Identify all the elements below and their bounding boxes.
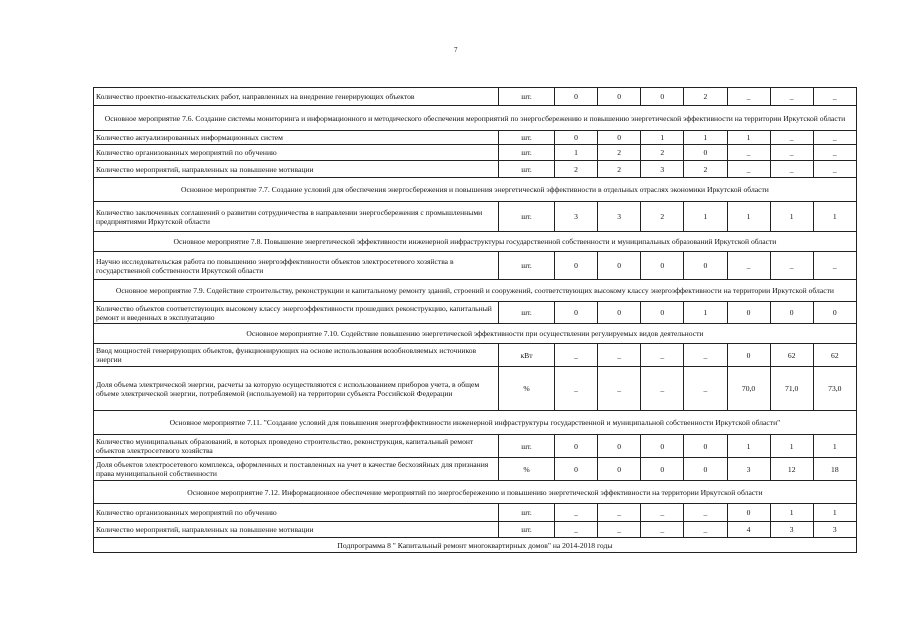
indicator-value: _ [770,252,813,280]
indicator-value: 0 [641,458,684,481]
indicator-value: 0 [555,88,598,106]
indicator-unit: шт. [499,202,555,232]
indicator-value: 2 [684,88,727,106]
indicator-value: 1 [727,202,770,232]
indicator-value: 0 [813,302,856,324]
indicator-row [94,302,857,324]
indicator-value: _ [555,504,598,522]
indicator-value: 0 [555,252,598,280]
indicator-value: 3 [770,522,813,538]
indicator-name: Количество проектно-изыскательских работ, направленных на внедрение генерирующих объектов [94,88,499,106]
indicator-value: _ [727,252,770,280]
indicator-row [94,252,857,280]
section-header-row [94,538,857,553]
indicator-value: _ [598,367,641,411]
indicator-value: 62 [770,344,813,367]
indicator-value: _ [813,88,856,106]
indicator-value: 0 [770,302,813,324]
indicator-value: 1 [684,202,727,232]
indicator-value: 0 [727,504,770,522]
indicator-unit: % [499,367,555,411]
indicator-value: 3 [641,161,684,178]
indicator-value: 1 [770,202,813,232]
indicator-value: _ [770,88,813,106]
indicator-value: 2 [555,161,598,178]
indicator-name: Количество актуализированных информационных систем [94,131,499,145]
indicator-value: _ [555,367,598,411]
indicator-row [94,504,857,522]
indicator-unit: шт. [499,504,555,522]
indicator-value: 0 [555,131,598,145]
indicator-row [94,435,857,458]
indicator-value: 0 [598,435,641,458]
indicator-value: _ [555,344,598,367]
indicator-value: 0 [684,145,727,161]
indicator-value: 0 [598,131,641,145]
indicator-name: Количество организованных мероприятий по обучению [94,504,499,522]
indicator-value: 1 [813,504,856,522]
indicator-row [94,522,857,538]
indicator-unit: шт. [499,435,555,458]
indicator-value: 2 [684,161,727,178]
indicator-row [94,161,857,178]
indicator-value: _ [641,367,684,411]
section-header-row [94,178,857,202]
indicator-value: 0 [641,302,684,324]
section-header-row [94,280,857,302]
indicator-value: 0 [641,88,684,106]
indicator-value: _ [770,145,813,161]
indicator-name: Доля объектов электросетевого комплекса, оформленных и поставленных на учет в качестве бесхозяйных для признания права муниципальной собственности [94,458,499,481]
indicator-value: _ [641,522,684,538]
indicator-row [94,344,857,367]
indicator-row [94,145,857,161]
section-title: Основное мероприятие 7.10. Содействие повышению энергетической эффективности при осуществлении регулируемых видов деятельности [94,324,857,344]
indicator-value: 0 [598,88,641,106]
indicator-value: 1 [770,435,813,458]
indicator-value: 0 [555,302,598,324]
indicator-value: _ [598,344,641,367]
indicator-value: 18 [813,458,856,481]
indicator-value: _ [727,145,770,161]
indicator-value: 3 [813,522,856,538]
indicator-value: _ [813,252,856,280]
indicator-value: _ [770,131,813,145]
indicator-row [94,131,857,145]
indicator-row [94,367,857,411]
section-header-row [94,106,857,131]
indicator-unit: шт. [499,88,555,106]
indicator-value: _ [641,504,684,522]
indicator-value: _ [555,522,598,538]
indicator-value: 0 [684,435,727,458]
indicator-value: 3 [598,202,641,232]
indicator-value: 2 [641,145,684,161]
indicator-name: Доля объема электрической энергии, расчеты за которую осуществляются с использованием приборов учета, в общем объеме электрической энергии, потребляемой (используемой) на территории субъекта Российской Федерации [94,367,499,411]
indicator-unit: шт. [499,131,555,145]
section-title: Основное мероприятие 7.7. Создание условий для обеспечения энергосбережения и повышения энергетической эффективности в отдельных отраслях экономики Иркутской области [94,178,857,202]
indicator-value: 12 [770,458,813,481]
indicator-row [94,88,857,106]
indicator-value: 1 [684,131,727,145]
indicator-value: 0 [727,344,770,367]
section-title: Основное мероприятие 7.9. Содействие строительству, реконструкции и капитальному ремонту зданий, строений и сооружений, соответствующих высокому классу энергоэффективности на территории Иркутской области [94,280,857,302]
indicator-value: _ [641,344,684,367]
indicator-name: Научно исследовательская работа по повышению энергоэффективности объектов электросетевого хозяйства в государственной собственности Иркутской области [94,252,499,280]
indicator-value: 0 [727,302,770,324]
section-header-row [94,481,857,504]
indicator-value: _ [813,161,856,178]
indicator-value: 1 [770,504,813,522]
section-title: Основное мероприятие 7.8. Повышение энергетической эффективности инженерной инфраструктуры государственной собственности и муниципальных образований Иркутской области [94,232,857,252]
section-header-row [94,411,857,435]
indicator-name: Количество мероприятий, направленных на повышение мотивации [94,522,499,538]
indicator-value: 0 [555,458,598,481]
indicator-value: 3 [555,202,598,232]
indicator-unit: шт. [499,302,555,324]
indicator-value: _ [727,161,770,178]
indicator-value: 0 [598,302,641,324]
indicator-name: Количество объектов соответствующих высокому классу энергоэффективности прошедших реконструкцию, капитальный ремонт и введенных в эксплуатацию [94,302,499,324]
indicator-unit: кВт [499,344,555,367]
indicator-unit: шт. [499,522,555,538]
indicator-value: 0 [598,252,641,280]
indicator-value: _ [684,367,727,411]
indicator-value: 2 [598,161,641,178]
indicator-value: _ [813,131,856,145]
section-header-row [94,324,857,344]
indicator-value: 1 [813,435,856,458]
indicator-value: _ [813,145,856,161]
indicator-value: 1 [641,131,684,145]
indicator-name: Количество мероприятий, направленных на повышение мотивации [94,161,499,178]
indicator-value: _ [598,522,641,538]
indicator-value: 2 [641,202,684,232]
indicator-value: 0 [598,458,641,481]
section-title: Основное мероприятие 7.6. Создание системы мониторинга и информационного и методического обеспечения мероприятий по энергосбережению и повышению энергетической эффективности на территории Иркутской области [94,106,857,131]
indicator-value: 1 [684,302,727,324]
indicator-name: Количество организованных мероприятий по обучению [94,145,499,161]
indicator-value: 62 [813,344,856,367]
section-title: Подпрограмма 8 " Капитальный ремонт многоквартирных домов" на 2014-2018 годы [94,538,857,553]
indicator-value: 0 [684,252,727,280]
indicator-unit: шт. [499,145,555,161]
indicator-value: 71,0 [770,367,813,411]
indicator-value: 4 [727,522,770,538]
indicator-value: 2 [598,145,641,161]
indicator-value: _ [684,522,727,538]
indicator-unit: % [499,458,555,481]
indicator-value: 1 [813,202,856,232]
page-number: 7 [454,46,458,54]
indicator-name: Ввод мощностей генерирующих объектов, функционирующих на основе использования возобновляемых источников энергии [94,344,499,367]
indicator-name: Количество заключенных соглашений о развитии сотрудничества в направлении энергосбережения с промышленными предприятиями Иркутской области [94,202,499,232]
section-title: Основное мероприятие 7.12. Информационное обеспечение мероприятий по энергосбережению и повышению энергетической эффективности на территории Иркутской области [94,481,857,504]
indicator-name: Количество муниципальных образований, в которых проведено строительство, реконструкция, капитальный ремонт объектов электросетевого хозяйства [94,435,499,458]
indicator-value: 70,0 [727,367,770,411]
indicator-value: 0 [684,458,727,481]
section-title: Основное мероприятие 7.11. "Создание условий для повышения энергоэффективности инженерной инфраструктуры государственной и муниципальной собственности Иркутской области" [94,411,857,435]
indicator-value: _ [684,504,727,522]
indicator-value: _ [727,88,770,106]
indicator-value: 1 [555,145,598,161]
indicator-value: _ [684,344,727,367]
indicator-unit: шт. [499,252,555,280]
section-header-row [94,232,857,252]
indicator-value: _ [598,504,641,522]
indicator-value: 1 [727,131,770,145]
indicator-value: 1 [727,435,770,458]
indicator-value: 0 [555,435,598,458]
indicator-value: 3 [727,458,770,481]
indicator-value: 0 [641,435,684,458]
indicator-unit: шт. [499,161,555,178]
indicator-value: _ [770,161,813,178]
indicator-value: 73,0 [813,367,856,411]
indicator-value: 0 [641,252,684,280]
indicator-row [94,202,857,232]
indicators-table [93,87,857,553]
indicator-row [94,458,857,481]
